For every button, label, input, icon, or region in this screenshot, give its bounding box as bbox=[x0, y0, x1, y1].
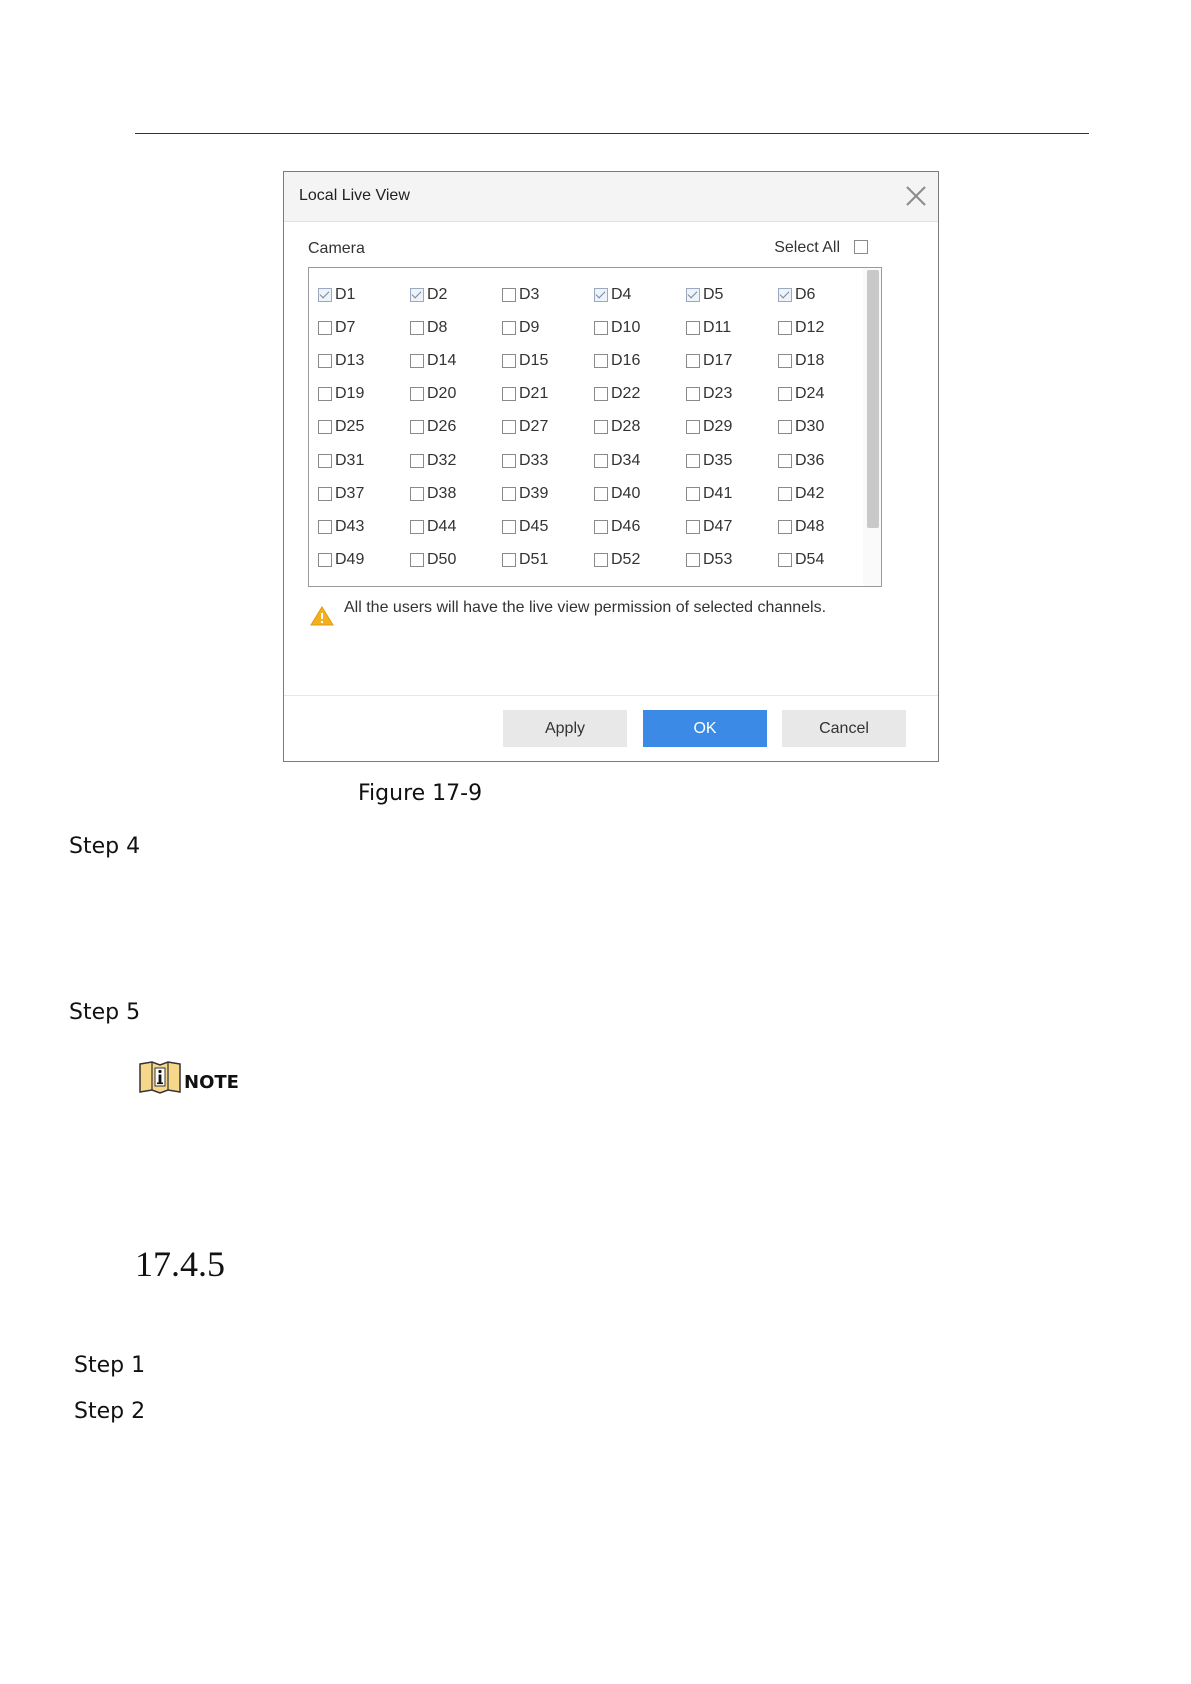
camera-item[interactable] bbox=[318, 278, 410, 311]
camera-label-text: D16 bbox=[611, 351, 641, 369]
camera-label-text: D9 bbox=[519, 318, 540, 336]
scrollbar-thumb[interactable] bbox=[867, 270, 879, 528]
camera-checkbox[interactable] bbox=[778, 354, 792, 368]
camera-label-text: D17 bbox=[703, 351, 733, 369]
camera-checkbox[interactable] bbox=[778, 420, 792, 434]
camera-checkbox[interactable] bbox=[594, 454, 608, 468]
camera-item[interactable] bbox=[318, 378, 410, 411]
camera-item[interactable] bbox=[778, 444, 870, 477]
warning-icon bbox=[310, 606, 334, 626]
camera-list-scrollbar[interactable] bbox=[863, 268, 881, 586]
camera-item[interactable] bbox=[410, 477, 502, 510]
camera-item[interactable] bbox=[318, 311, 410, 344]
camera-label-text: D1 bbox=[335, 285, 356, 303]
camera-item[interactable] bbox=[594, 278, 686, 311]
camera-item[interactable] bbox=[594, 544, 686, 577]
camera-label-text: D18 bbox=[795, 351, 825, 369]
camera-checkbox[interactable] bbox=[318, 454, 332, 468]
camera-checkbox[interactable] bbox=[502, 553, 516, 567]
camera-checkbox[interactable] bbox=[318, 288, 332, 302]
camera-item[interactable] bbox=[410, 311, 502, 344]
camera-label-text: D44 bbox=[427, 517, 457, 535]
camera-label-text: D21 bbox=[519, 385, 549, 403]
camera-checkbox[interactable] bbox=[502, 454, 516, 468]
camera-item[interactable] bbox=[594, 477, 686, 510]
camera-item[interactable] bbox=[502, 544, 594, 577]
camera-label-text: D45 bbox=[519, 517, 549, 535]
camera-label: Camera bbox=[308, 240, 365, 257]
camera-checkbox[interactable] bbox=[410, 387, 424, 401]
section-number: 17.4.5 bbox=[135, 1244, 225, 1284]
camera-label-text: D48 bbox=[795, 517, 825, 535]
camera-checkbox[interactable] bbox=[410, 487, 424, 501]
camera-checkbox[interactable] bbox=[410, 553, 424, 567]
camera-checkbox[interactable] bbox=[778, 520, 792, 534]
page-header-rule bbox=[135, 133, 1089, 134]
camera-checkbox[interactable] bbox=[686, 288, 700, 302]
camera-checkbox[interactable] bbox=[318, 487, 332, 501]
camera-checkbox[interactable] bbox=[778, 288, 792, 302]
camera-checkbox[interactable] bbox=[318, 354, 332, 368]
camera-list bbox=[308, 267, 882, 587]
camera-item[interactable] bbox=[778, 378, 870, 411]
camera-item[interactable] bbox=[686, 444, 778, 477]
camera-label-text: D7 bbox=[335, 318, 356, 336]
camera-item[interactable] bbox=[686, 311, 778, 344]
camera-label-text: D53 bbox=[703, 551, 733, 569]
camera-checkbox[interactable] bbox=[686, 454, 700, 468]
camera-label-text: D30 bbox=[795, 418, 825, 436]
camera-item[interactable] bbox=[778, 411, 870, 444]
camera-label-text: D42 bbox=[795, 484, 825, 502]
figure-caption: Figure 17-9 bbox=[358, 781, 483, 806]
camera-checkbox[interactable] bbox=[502, 420, 516, 434]
camera-item[interactable] bbox=[778, 344, 870, 377]
camera-label-text: D4 bbox=[611, 285, 632, 303]
camera-item[interactable] bbox=[502, 311, 594, 344]
camera-label-text: D20 bbox=[427, 385, 457, 403]
camera-label-text: D25 bbox=[335, 418, 365, 436]
camera-checkbox[interactable] bbox=[502, 288, 516, 302]
camera-label-text: D15 bbox=[519, 351, 549, 369]
camera-label-text: D34 bbox=[611, 451, 641, 469]
camera-label-text: D3 bbox=[519, 285, 540, 303]
camera-checkbox[interactable] bbox=[410, 520, 424, 534]
camera-checkbox[interactable] bbox=[318, 420, 332, 434]
camera-checkbox[interactable] bbox=[686, 387, 700, 401]
ok-button[interactable]: OK bbox=[643, 710, 767, 747]
camera-label-text: D41 bbox=[703, 484, 733, 502]
camera-label-text: D33 bbox=[519, 451, 549, 469]
camera-item[interactable] bbox=[778, 477, 870, 510]
note-callout bbox=[138, 1056, 239, 1094]
camera-item[interactable] bbox=[686, 510, 778, 543]
camera-checkbox[interactable] bbox=[594, 520, 608, 534]
camera-item[interactable] bbox=[778, 278, 870, 311]
camera-checkbox[interactable] bbox=[502, 487, 516, 501]
camera-checkbox[interactable] bbox=[318, 321, 332, 335]
camera-checkbox[interactable] bbox=[594, 354, 608, 368]
camera-checkbox[interactable] bbox=[686, 420, 700, 434]
apply-button[interactable]: Apply bbox=[503, 710, 627, 747]
camera-item[interactable] bbox=[686, 378, 778, 411]
camera-item[interactable] bbox=[318, 544, 410, 577]
camera-label-text: D26 bbox=[427, 418, 457, 436]
camera-label-text: D51 bbox=[519, 551, 549, 569]
camera-label-text: D38 bbox=[427, 484, 457, 502]
camera-checkbox[interactable] bbox=[686, 321, 700, 335]
camera-checkbox[interactable] bbox=[778, 553, 792, 567]
camera-label-text: D43 bbox=[335, 517, 365, 535]
camera-checkbox[interactable] bbox=[686, 487, 700, 501]
camera-item[interactable] bbox=[778, 311, 870, 344]
camera-checkbox[interactable] bbox=[594, 553, 608, 567]
camera-checkbox[interactable] bbox=[778, 387, 792, 401]
camera-checkbox[interactable] bbox=[410, 321, 424, 335]
camera-label-text: D5 bbox=[703, 285, 724, 303]
camera-item[interactable] bbox=[410, 444, 502, 477]
step-1-label: Step 1 bbox=[74, 1353, 146, 1378]
camera-checkbox[interactable] bbox=[410, 420, 424, 434]
camera-item[interactable] bbox=[594, 344, 686, 377]
camera-grid bbox=[318, 278, 870, 577]
camera-item[interactable] bbox=[502, 344, 594, 377]
camera-label-text: D19 bbox=[335, 385, 365, 403]
camera-checkbox[interactable] bbox=[778, 487, 792, 501]
warning-text: All the users will have the live view permission of selected channels. bbox=[344, 599, 827, 616]
camera-checkbox[interactable] bbox=[410, 454, 424, 468]
camera-checkbox[interactable] bbox=[502, 520, 516, 534]
camera-checkbox[interactable] bbox=[594, 288, 608, 302]
camera-checkbox[interactable] bbox=[318, 553, 332, 567]
camera-item[interactable] bbox=[502, 444, 594, 477]
camera-item[interactable] bbox=[502, 477, 594, 510]
camera-item[interactable] bbox=[594, 444, 686, 477]
camera-checkbox[interactable] bbox=[778, 454, 792, 468]
camera-checkbox[interactable] bbox=[318, 520, 332, 534]
camera-checkbox[interactable] bbox=[410, 354, 424, 368]
camera-label-text: D46 bbox=[611, 517, 641, 535]
camera-label-text: D13 bbox=[335, 351, 365, 369]
camera-checkbox[interactable] bbox=[594, 321, 608, 335]
camera-item[interactable] bbox=[594, 411, 686, 444]
camera-label-text: D24 bbox=[795, 385, 825, 403]
close-icon[interactable] bbox=[904, 184, 928, 208]
dialog-footer-divider bbox=[284, 695, 938, 696]
select-all-checkbox[interactable] bbox=[854, 240, 868, 254]
note-label: NOTE bbox=[184, 1072, 239, 1093]
camera-label-text: D23 bbox=[703, 385, 733, 403]
camera-label-text: D8 bbox=[427, 318, 448, 336]
note-icon bbox=[138, 1060, 182, 1094]
dialog-header bbox=[284, 172, 938, 222]
camera-item[interactable] bbox=[594, 510, 686, 543]
camera-label-text: D27 bbox=[519, 418, 549, 436]
camera-label-text: D6 bbox=[795, 285, 816, 303]
camera-label-text: D35 bbox=[703, 451, 733, 469]
camera-item[interactable] bbox=[686, 344, 778, 377]
camera-item[interactable] bbox=[502, 378, 594, 411]
camera-item[interactable] bbox=[778, 510, 870, 543]
camera-label-text: D11 bbox=[703, 318, 732, 336]
camera-item[interactable] bbox=[686, 477, 778, 510]
local-live-view-dialog bbox=[283, 171, 939, 762]
camera-label-text: D47 bbox=[703, 517, 733, 535]
step-4-label: Step 4 bbox=[69, 834, 141, 859]
camera-item[interactable] bbox=[318, 411, 410, 444]
camera-item[interactable] bbox=[502, 510, 594, 543]
camera-label-text: D12 bbox=[795, 318, 825, 336]
camera-item[interactable] bbox=[410, 378, 502, 411]
camera-item[interactable] bbox=[410, 278, 502, 311]
camera-item[interactable] bbox=[410, 411, 502, 444]
camera-checkbox[interactable] bbox=[318, 387, 332, 401]
camera-label-text: D28 bbox=[611, 418, 641, 436]
camera-checkbox[interactable] bbox=[686, 520, 700, 534]
camera-item[interactable] bbox=[502, 411, 594, 444]
cancel-button[interactable]: Cancel bbox=[782, 710, 906, 747]
camera-label-text: D29 bbox=[703, 418, 733, 436]
camera-checkbox[interactable] bbox=[686, 553, 700, 567]
camera-label-text: D54 bbox=[795, 551, 825, 569]
camera-label-text: D32 bbox=[427, 451, 457, 469]
camera-label-text: D31 bbox=[335, 451, 365, 469]
camera-item[interactable] bbox=[318, 344, 410, 377]
camera-checkbox[interactable] bbox=[594, 420, 608, 434]
camera-label-text: D39 bbox=[519, 484, 549, 502]
camera-checkbox[interactable] bbox=[502, 321, 516, 335]
camera-item[interactable] bbox=[318, 477, 410, 510]
camera-label-text: D10 bbox=[611, 318, 641, 336]
step-2-label: Step 2 bbox=[74, 1399, 146, 1424]
select-all-label: Select All bbox=[774, 239, 840, 256]
camera-label-text: D36 bbox=[795, 451, 825, 469]
camera-item[interactable] bbox=[686, 278, 778, 311]
camera-label-text: D49 bbox=[335, 551, 365, 569]
camera-label-text: D52 bbox=[611, 551, 641, 569]
camera-checkbox[interactable] bbox=[686, 354, 700, 368]
camera-item[interactable] bbox=[410, 510, 502, 543]
camera-item[interactable] bbox=[594, 378, 686, 411]
camera-checkbox[interactable] bbox=[594, 487, 608, 501]
camera-label-text: D22 bbox=[611, 385, 641, 403]
camera-item[interactable] bbox=[318, 510, 410, 543]
camera-label-text: D50 bbox=[427, 551, 457, 569]
camera-checkbox[interactable] bbox=[594, 387, 608, 401]
camera-item[interactable] bbox=[502, 278, 594, 311]
camera-item[interactable] bbox=[410, 344, 502, 377]
camera-label-text: D14 bbox=[427, 351, 457, 369]
camera-item[interactable] bbox=[686, 544, 778, 577]
camera-label-text: D2 bbox=[427, 285, 448, 303]
camera-checkbox[interactable] bbox=[410, 288, 424, 302]
camera-item[interactable] bbox=[686, 411, 778, 444]
camera-label-text: D40 bbox=[611, 484, 641, 502]
camera-item[interactable] bbox=[778, 544, 870, 577]
camera-label-text: D37 bbox=[335, 484, 365, 502]
camera-item[interactable] bbox=[410, 544, 502, 577]
camera-checkbox[interactable] bbox=[778, 321, 792, 335]
dialog-title: Local Live View bbox=[299, 187, 410, 204]
camera-checkbox[interactable] bbox=[502, 354, 516, 368]
step-5-label: Step 5 bbox=[69, 1000, 141, 1025]
camera-item[interactable] bbox=[318, 444, 410, 477]
camera-checkbox[interactable] bbox=[502, 387, 516, 401]
camera-item[interactable] bbox=[594, 311, 686, 344]
